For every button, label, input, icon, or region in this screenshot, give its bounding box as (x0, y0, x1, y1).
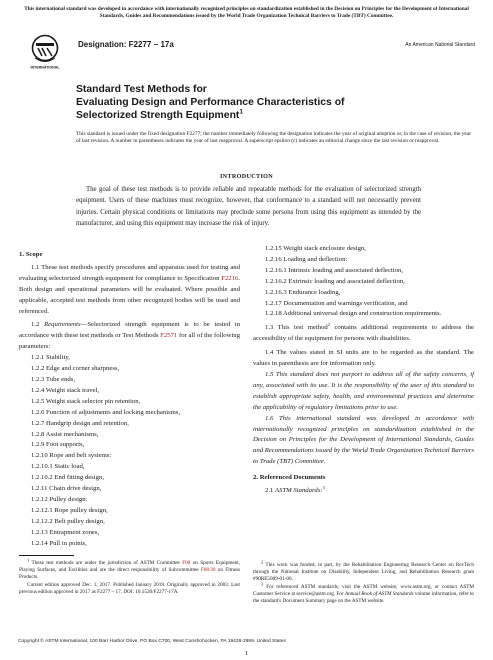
list-item: 1.2.3 Tube ends, (31, 375, 76, 383)
document-title (76, 83, 436, 122)
footnotes-left (19, 555, 240, 597)
list-item: 1.2.4 Weight stack travel, (31, 386, 100, 394)
designation: Designation: F2277 − 17a (78, 40, 174, 49)
list-item: 1.2.13 Entrapment zones, (31, 528, 100, 536)
footnote-1: $^1$ These test methods are under the jurisdiction of ASTM Committee F08 on Sports Equipment, Playing Surfaces, and Facilities and are the direct responsibility of Subcommittee F08.30 on Fitness Products. (19, 557, 241, 580)
list-item: 1.2.2 Edge and corner sharpness, (31, 365, 120, 373)
left-column (19, 248, 240, 549)
list-item: 1.2.16.2 Extrinsic loading and associated deflection, (265, 277, 405, 285)
list-item: 1.2.10.2 End fitting design, (31, 474, 105, 482)
link-f2216[interactable]: F2216 (221, 274, 239, 282)
list-item: 1.2.17 Documentation and warnings verification, and (265, 299, 408, 307)
list-item: 1.2.10.1 Static load, (31, 463, 85, 471)
list-item: 1.2.12.1 Rope pulley design, (31, 506, 108, 514)
logo-wordmark: INTERNATIONAL (30, 65, 60, 70)
list-item: 1.2.18 Additional universal design and construction requirements. (265, 310, 442, 318)
footnote-1-edition: Current edition approved Dec. 1, 2017. Published January 2018. Originally approved in 2003. Last previous edition approved in 2017 as F2277 – 17. DOI: 10.1520/F2277-17A. (19, 582, 240, 595)
title-line-2: Evaluating Design and Performance Characteristics of (76, 97, 345, 108)
page-number: 1 (244, 650, 249, 657)
title-footnote-marker[interactable]: 1 (239, 108, 244, 116)
list-item: 1.2.11 Chain drive design, (31, 485, 102, 493)
issued-note: This standard is issued under the fixed designation F2277; the number immediately following the designation indicates the year of original adoption or, in the case of revision, the year of last revision. A number in parentheses indicates the year of last reapproval. A superscript epsilon (ε) indicates an editorial change since the last revision or reapproval. (76, 131, 472, 145)
list-item: 1.2.16.3 Endurance loading, (265, 288, 341, 296)
footnote-marker-2[interactable]: 2 (327, 322, 331, 328)
right-column (253, 244, 474, 497)
title-line-3: Selectorized Strength Equipment$^1$ (76, 108, 244, 121)
ans-label: An American National Standard (405, 42, 475, 48)
list-item: 1.2.7 Handgrip design and retention, (31, 419, 129, 427)
introduction-heading: INTRODUCTION (219, 173, 274, 180)
list-item: 1.2.6 Function of adjustments and locking mechanisms, (31, 408, 181, 416)
para-1-3: 1.3 This test method$^2$ contains additional requirements to address the accessibility of the equipment for persons with disabilities. (253, 322, 474, 343)
footnote-marker-3[interactable]: 3 (322, 484, 325, 490)
list-item: 1.2.14 Pull in points, (31, 539, 87, 547)
footnote-3: $^3$ For referenced ASTM standards, visit the ASTM website, www.astm.org, or contact ASTM Customer Service at service@astm.org. For Annual Book of ASTM Standards volume information, refer to the standard's Document Summary page on the ASTM website. (253, 581, 475, 604)
top-notice: This international standard was developed in accordance with internationally recognized principles on standardization established in the Decision on Principles for the Development of International Standards, Guides and Recommendations issued by the World Trade Organization Technical Barriers to Trade (TBT) Committee. (24, 6, 469, 19)
para-1-1: 1.1 These test methods specify procedures and apparatus used for testing and evaluating selectorized strength equipment for compliance to Specification F2216. Both design and operational parameters will be evaluated. Where possible and applicable, accepted test methods from other recognized bodies will be used and referenced. (19, 263, 240, 315)
list-item: 1.2.12 Pulley design: (31, 495, 88, 503)
para-2-1: 2.1 ASTM Standards:$^3$ (265, 484, 325, 495)
footnotes-right (253, 559, 475, 606)
link-f08[interactable]: F08 (182, 560, 191, 566)
introduction-text: The goal of these test methods is to provide reliable and repeatable methods for the evaluation of selectorized strength equipment. Users of these machines must recognize, however, that conformance to a standard will not necessarily prevent injuries. Certain physical conditions or limitations may preclude some persons from using this equipment as intended by the manufacturer, and using this equipment may increase the risk of injury. (76, 186, 421, 228)
para-1-2: 1.2 Requirements—Selectorized strength equipment is to be tested in accordance with these test methods or Test Methods F2571 for all of the following parameters: (19, 321, 240, 351)
para-1-6: 1.6 This international standard was developed in accordance with internationally recognized principles on standardization established in the Decision on Principles for the Development of International Standards, Guides and Recommendations issued by the World Trade Organization Technical Barriers to Trade (TBT) Committee. (253, 414, 474, 466)
para-1-4: 1.4 The values stated in SI units are to be regarded as the standard. The values in parenthesis are for information only. (253, 349, 474, 368)
list-item: 1.2.8 Assist mechanisms, (31, 430, 99, 438)
link-f2571[interactable]: F2571 (160, 332, 178, 340)
list-item: 1.2.10 Rope and belt systems: (31, 452, 112, 460)
para-1-5: 1.5 This standard does not purport to address all of the safety concerns, if any, associated with its use. It is the responsibility of the user of this standard to establish appropriate safety, health, and environmental practices and determine the applicability of regulatory limitations prior to use. (253, 370, 474, 411)
list-item: 1.2.12.2 Belt pulley design, (31, 517, 105, 525)
referenced-documents-heading: 2. Referenced Documents (253, 474, 326, 482)
footnote-rule (19, 555, 74, 556)
list-item: 1.2.1 Stability, (31, 354, 70, 362)
list-item: 1.2.9 Foot supports, (31, 441, 85, 449)
copyright-line: Copyright © ASTM International, 100 Barr Harbor Drive, PO Box C700, West Conshohocken, PA 19428-2959. United States (18, 639, 286, 644)
list-item: 1.2.5 Weight stack selector pin retention, (31, 397, 141, 405)
footnote-2: $^2$ This work was funded, in part, by the Rehabilitation Engineering Research Center on RecTech through the National Institute on Disability, Independent Living, and Rehabilitation Research grant #90RE5009-01-00. (253, 559, 474, 582)
list-item: 1.2.16 Loading and deflection: (265, 255, 348, 263)
list-item: 1.2.15 Weight stack enclosure design, (265, 245, 366, 252)
title-line-1: Standard Test Methods for (76, 84, 207, 95)
link-f08-30[interactable]: F08.30 (200, 567, 216, 573)
astm-logo (30, 34, 60, 70)
scope-heading: 1. Scope (19, 251, 43, 258)
list-item: 1.2.16.1 Intrinsic loading and associated deflection, (265, 266, 403, 274)
